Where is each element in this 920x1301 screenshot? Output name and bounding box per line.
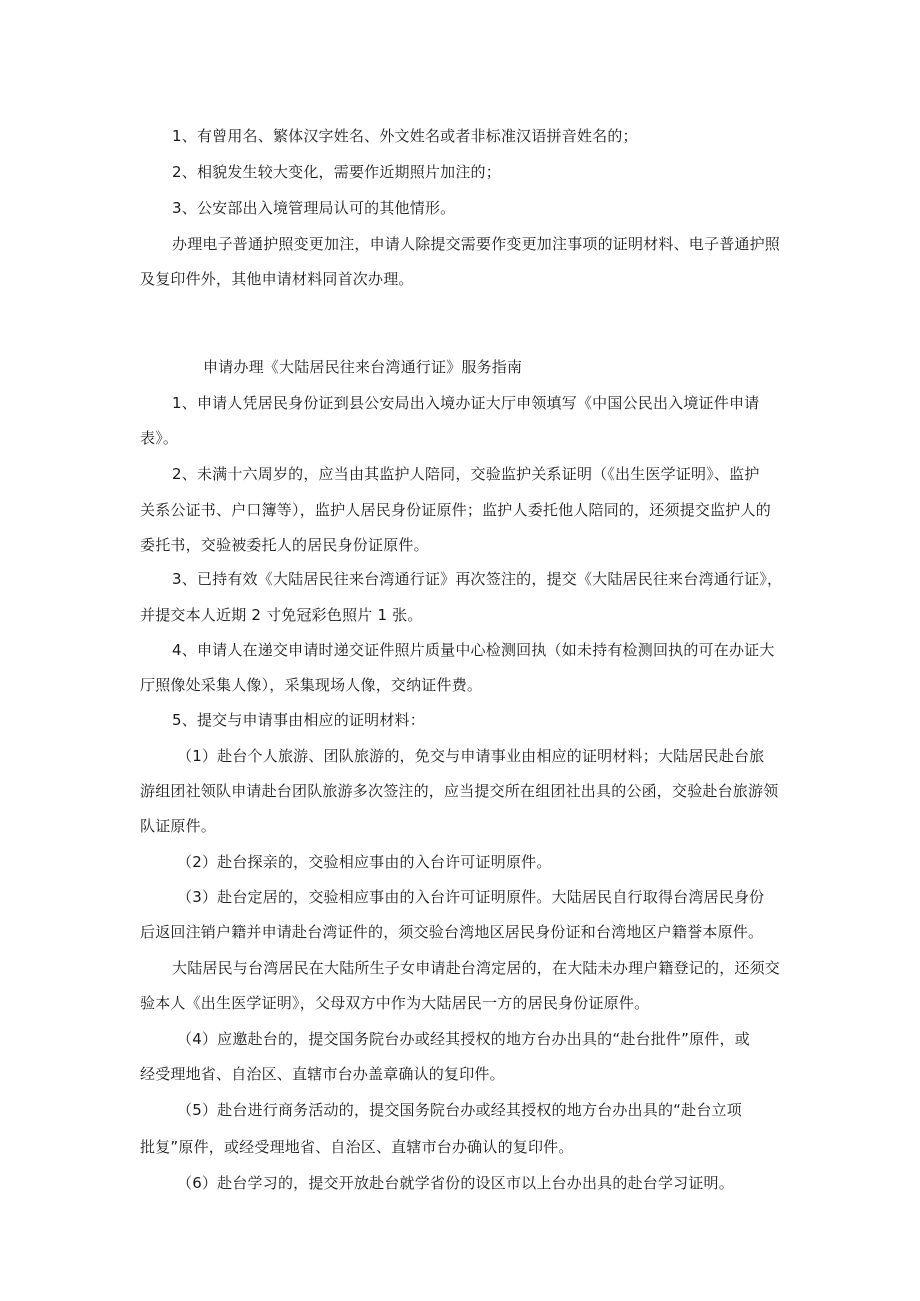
section-title: 申请办理《大陆居民往来台湾通行证》服务指南 (203, 358, 523, 376)
intro-paragraph-line-2: 及复印件外，其他申请材料同首次办理。 (140, 270, 414, 288)
sub-5-line-1: （5）赴台进行商务活动的，提交国务院台办或经其授权的地方台办出具的“赴台立项 (177, 1101, 742, 1119)
step-3-line-2: 并提交本人近期 2 寸免冠彩色照片 1 张。 (140, 606, 423, 624)
sub-4-line-1: （4）应邀赴台的，提交国务院台办或经其授权的地方台办出具的“赴台批件”原件，或 (177, 1030, 750, 1048)
step-1-line-1: 1、申请人凭居民身份证到县公安局出入境办证大厅申领填写《中国公民出入境证件申请 (172, 394, 760, 412)
step-4-line-2: 厅照像处采集人像），采集现场人像，交纳证件费。 (140, 676, 483, 694)
sub-3-line-1: （3）赴台定居的，交验相应事由的入台许可证明原件。大陆居民自行取得台湾居民身份 (177, 888, 765, 906)
step-4-line-1: 4、申请人在递交申请时递交证件照片质量中心检测回执（如未持有检测回执的可在办证大 (172, 641, 775, 659)
intro-item-1: 1、有曾用名、繁体汉字姓名、外文姓名或者非标准汉语拼音姓名的； (172, 127, 638, 145)
sub-6: （6）赴台学习的，提交开放赴台就学省份的设区市以上台办出具的赴台学习证明。 (177, 1174, 734, 1192)
step-2-line-1: 2、未满十六周岁的，应当由其监护人陪同，交验监护关系证明（《出生医学证明》、监护 (172, 465, 760, 483)
step-2-line-3: 委托书，交验被委托人的居民身份证原件。 (140, 536, 429, 554)
sub-1-line-2: 游组团社领队申请赴台团队旅游多次签注的，应当提交所在组团社出具的公函，交验赴台旅游领 (140, 782, 779, 800)
sub-3b-line-1: 大陆居民与台湾居民在大陆所生子女申请赴台湾定居的，在大陆未办理户籍登记的，还须交 (172, 959, 781, 977)
step-5: 5、提交与申请事由相应的证明材料： (172, 711, 425, 729)
sub-1-line-1: （1）赴台个人旅游、团队旅游的，免交与申请事业由相应的证明材料；大陆居民赴台旅 (177, 747, 765, 765)
intro-item-3: 3、公安部出入境管理局认可的其他情形。 (172, 199, 456, 217)
step-3-line-1: 3、已持有效《大陆居民往来台湾通行证》再次签注的，提交《大陆居民往来台湾通行证》， (172, 570, 783, 588)
intro-paragraph-line-1: 办理电子普通护照变更加注，申请人除提交需要作变更加注事项的证明材料、电子普通护照 (172, 235, 781, 253)
sub-3-line-2: 后返回注销户籍并申请赴台湾证件的，须交验台湾地区居民身份证和台湾地区户籍誉本原件。 (140, 923, 764, 941)
sub-4-line-2: 经受理地省、自治区、直辖市台办盖章确认的复印件。 (140, 1065, 505, 1083)
sub-2: （2）赴台探亲的，交验相应事由的入台许可证明原件。 (177, 853, 552, 871)
step-1-line-2: 表》。 (140, 429, 179, 447)
sub-5-line-2: 批复”原件，或经受理地省、自治区、直辖市台办确认的复印件。 (140, 1138, 574, 1156)
step-2-line-2: 关系公证书、户口簿等），监护人居民身份证原件；监护人委托他人陪同的，还须提交监护人的 (140, 501, 771, 519)
intro-item-2: 2、相貌发生较大变化，需要作近期照片加注的； (172, 163, 501, 181)
sub-1-line-3: 队证原件。 (140, 817, 217, 835)
sub-3b-line-2: 验本人《出生医学证明》，父母双方中作为大陆居民一方的居民身份证原件。 (140, 994, 650, 1012)
